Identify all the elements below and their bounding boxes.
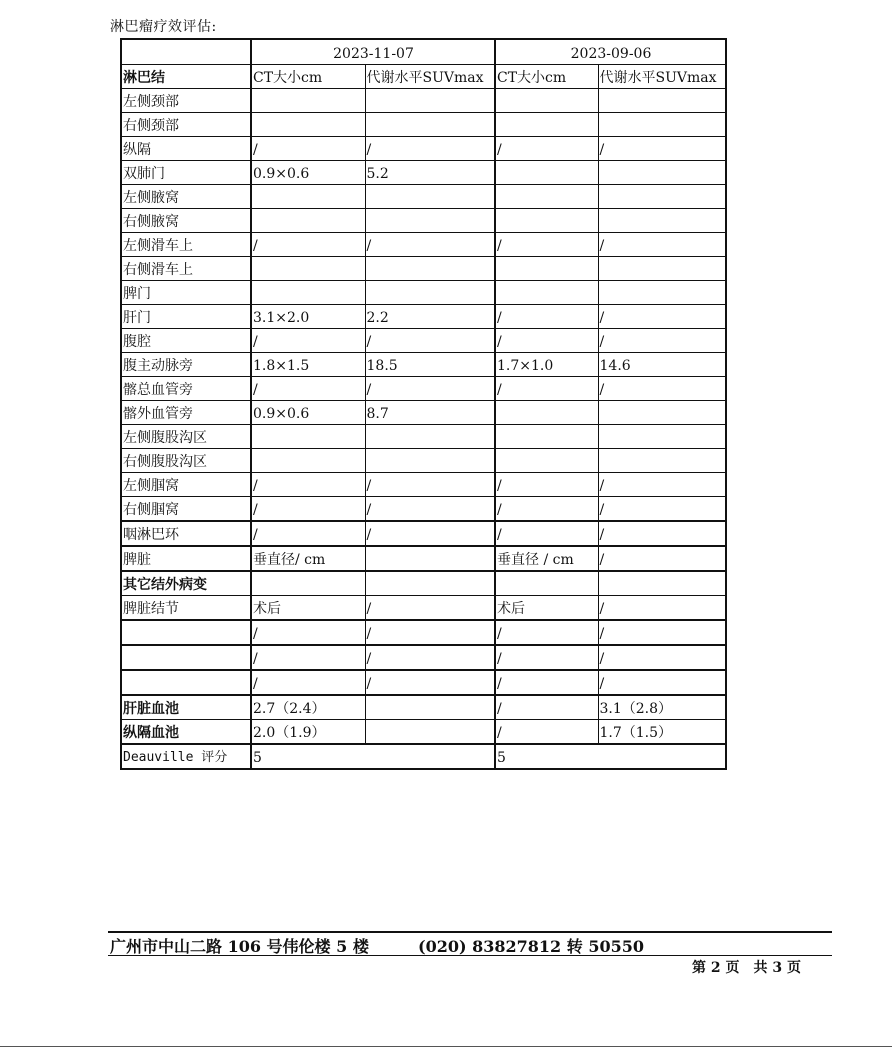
suv-cell: /: [598, 596, 726, 621]
ct-size-cell: 0.9×0.6: [251, 161, 365, 185]
ct-size-cell: /: [251, 620, 365, 645]
lymph-node-row: [121, 209, 726, 233]
suv-cell: /: [365, 473, 495, 497]
suv-cell: [365, 425, 495, 449]
page-current: 第 2 页: [692, 960, 740, 976]
footer-bottom-rule: [108, 955, 832, 956]
row-label: 纵隔血池: [121, 720, 251, 745]
suv-cell: [598, 257, 726, 281]
date-header-previous: 2023-09-06: [495, 39, 726, 65]
row-label: 左侧腘窝: [121, 473, 251, 497]
ct-size-cell: 0.9×0.6: [251, 401, 365, 425]
row-label: 咽淋巴环: [121, 521, 251, 546]
suv-cell: [365, 546, 495, 571]
suv-cell: /: [365, 596, 495, 621]
footer-address: 广州市中山二路 106 号伟伦楼 5 楼: [110, 937, 369, 956]
row-label: [121, 670, 251, 695]
suv-cell: /: [365, 329, 495, 353]
suv-header: 代谢水平SUVmax: [365, 65, 495, 89]
lymph-node-row: [121, 257, 726, 281]
suv-cell: /: [598, 670, 726, 695]
row-label: 左侧腹股沟区: [121, 425, 251, 449]
deauville-label: Deauville 评分: [121, 744, 251, 769]
suv-cell: 14.6: [598, 353, 726, 377]
extranodal-section-header: 其它结外病变: [121, 571, 251, 596]
ct-size-cell: /: [251, 497, 365, 522]
lymph-node-row: [121, 497, 726, 522]
row-label: 双肺门: [121, 161, 251, 185]
extranodal-row: [121, 620, 726, 645]
ct-size-header: CT大小cm: [495, 65, 598, 89]
suv-cell: /: [365, 645, 495, 670]
ct-size-cell: /: [251, 329, 365, 353]
ct-size-cell: /: [251, 473, 365, 497]
suv-header: 代谢水平SUVmax: [598, 65, 726, 89]
ct-size-cell: /: [495, 233, 598, 257]
suv-cell: [365, 89, 495, 113]
ct-size-cell: 2.0（1.9）: [251, 720, 365, 745]
suv-cell: [598, 401, 726, 425]
date-header-row: [121, 39, 726, 65]
row-label: 腹主动脉旁: [121, 353, 251, 377]
table-cell: [365, 571, 495, 596]
row-label: [121, 645, 251, 670]
suv-cell: /: [598, 521, 726, 546]
row-label: 脾门: [121, 281, 251, 305]
page-indicator: [692, 957, 815, 977]
suv-cell: [598, 281, 726, 305]
suv-cell: [598, 209, 726, 233]
ct-size-cell: [251, 281, 365, 305]
suv-cell: /: [598, 305, 726, 329]
lymph-node-rows: [121, 89, 726, 572]
suv-cell: 3.1（2.8）: [598, 695, 726, 720]
suv-cell: 8.7: [365, 401, 495, 425]
suv-cell: [365, 185, 495, 209]
suv-cell: /: [365, 137, 495, 161]
date-header-current: 2023-11-07: [251, 39, 495, 65]
ct-size-cell: 术后: [251, 596, 365, 621]
suv-cell: 1.7（1.5）: [598, 720, 726, 745]
ct-size-cell: /: [495, 137, 598, 161]
ct-size-cell: 2.7（2.4）: [251, 695, 365, 720]
table-cell: [598, 571, 726, 596]
row-label: 右侧滑车上: [121, 257, 251, 281]
suv-cell: 2.2: [365, 305, 495, 329]
ct-size-cell: 1.8×1.5: [251, 353, 365, 377]
lymph-node-row: [121, 305, 726, 329]
ct-size-cell: /: [495, 329, 598, 353]
suv-cell: [365, 695, 495, 720]
ct-size-cell: [251, 257, 365, 281]
ct-size-cell: [495, 449, 598, 473]
ct-size-cell: /: [495, 305, 598, 329]
suv-cell: /: [598, 233, 726, 257]
ct-size-cell: /: [251, 137, 365, 161]
row-label: 纵隔: [121, 137, 251, 161]
extranodal-row: [121, 596, 726, 621]
row-label: 腹腔: [121, 329, 251, 353]
ct-size-cell: /: [495, 473, 598, 497]
suv-cell: [598, 449, 726, 473]
row-label: 髂总血管旁: [121, 377, 251, 401]
row-label: 左侧颈部: [121, 89, 251, 113]
ct-size-cell: [251, 425, 365, 449]
lymph-node-row: [121, 521, 726, 546]
lymph-node-row: [121, 377, 726, 401]
ct-size-cell: /: [251, 521, 365, 546]
lymph-node-row: [121, 425, 726, 449]
row-label: 左侧滑车上: [121, 233, 251, 257]
lymph-node-row: [121, 185, 726, 209]
deauville-row: [121, 744, 726, 769]
suv-cell: /: [598, 497, 726, 522]
footer-phone: (020) 83827812 转 50550: [418, 937, 644, 956]
ct-size-cell: [495, 401, 598, 425]
blood-pool-row: [121, 695, 726, 720]
suv-cell: [598, 161, 726, 185]
suv-cell: /: [365, 521, 495, 546]
ct-size-cell: [495, 161, 598, 185]
column-header-row: [121, 65, 726, 89]
ct-size-cell: /: [251, 670, 365, 695]
ct-size-cell: /: [495, 670, 598, 695]
row-label: 髂外血管旁: [121, 401, 251, 425]
ct-size-cell: /: [251, 377, 365, 401]
page-bottom-rule: [0, 1046, 892, 1047]
row-label: 右侧腘窝: [121, 497, 251, 522]
blood-pool-rows: [121, 695, 726, 744]
suv-cell: /: [365, 233, 495, 257]
suv-cell: /: [365, 670, 495, 695]
lymph-node-row: [121, 449, 726, 473]
ct-size-cell: /: [495, 620, 598, 645]
suv-cell: [598, 425, 726, 449]
page-total: 共 3 页: [753, 960, 801, 976]
ct-size-cell: [251, 185, 365, 209]
lymph-node-row: [121, 89, 726, 113]
ct-size-cell: [251, 209, 365, 233]
lymph-node-row: [121, 281, 726, 305]
row-label: 肝脏血池: [121, 695, 251, 720]
ct-size-cell: 垂直径 / cm: [495, 546, 598, 571]
lymph-node-row: [121, 137, 726, 161]
deauville-score-current: 5: [251, 744, 495, 769]
ct-size-cell: [495, 425, 598, 449]
ct-size-cell: 垂直径/ cm: [251, 546, 365, 571]
row-label: 右侧颈部: [121, 113, 251, 137]
lymph-node-row: [121, 161, 726, 185]
suv-cell: /: [598, 620, 726, 645]
suv-cell: [365, 113, 495, 137]
row-label: 肝门: [121, 305, 251, 329]
ct-size-cell: [495, 89, 598, 113]
ct-size-cell: [251, 449, 365, 473]
suv-cell: 5.2: [365, 161, 495, 185]
ct-size-cell: /: [495, 497, 598, 522]
suv-cell: [365, 281, 495, 305]
lymph-node-row: [121, 546, 726, 571]
ct-size-cell: /: [495, 645, 598, 670]
lymph-node-row: [121, 353, 726, 377]
row-label: 右侧腋窝: [121, 209, 251, 233]
suv-cell: [365, 449, 495, 473]
row-label: 脾脏: [121, 546, 251, 571]
suv-cell: /: [598, 473, 726, 497]
extranodal-row: [121, 670, 726, 695]
suv-cell: [598, 89, 726, 113]
corner-cell: [121, 39, 251, 65]
row-label: [121, 620, 251, 645]
footer-top-rule: [108, 931, 832, 933]
extranodal-rows: [121, 596, 726, 696]
ct-size-cell: [251, 113, 365, 137]
lymph-node-section-header: 淋巴结: [121, 65, 251, 89]
suv-cell: [365, 257, 495, 281]
suv-cell: 18.5: [365, 353, 495, 377]
ct-size-cell: [495, 257, 598, 281]
extranodal-row: [121, 645, 726, 670]
report-section-title: 淋巴瘤疗效评估:: [110, 19, 217, 35]
suv-cell: /: [365, 377, 495, 401]
suv-cell: [365, 720, 495, 745]
ct-size-cell: /: [495, 377, 598, 401]
suv-cell: [598, 113, 726, 137]
lymph-node-row: [121, 329, 726, 353]
lymph-node-row: [121, 401, 726, 425]
ct-size-header: CT大小cm: [251, 65, 365, 89]
ct-size-cell: [495, 281, 598, 305]
ct-size-cell: /: [251, 645, 365, 670]
suv-cell: /: [598, 645, 726, 670]
row-label: 左侧腋窝: [121, 185, 251, 209]
table-cell: [495, 571, 598, 596]
suv-cell: /: [598, 137, 726, 161]
ct-size-cell: 3.1×2.0: [251, 305, 365, 329]
ct-size-cell: [495, 185, 598, 209]
lymph-node-row: [121, 473, 726, 497]
extranodal-header-row: [121, 571, 726, 596]
ct-size-cell: /: [495, 521, 598, 546]
ct-size-cell: 术后: [495, 596, 598, 621]
ct-size-cell: [251, 89, 365, 113]
row-label: 脾脏结节: [121, 596, 251, 621]
suv-cell: /: [365, 497, 495, 522]
lymph-node-row: [121, 113, 726, 137]
suv-cell: [365, 209, 495, 233]
ct-size-cell: /: [495, 695, 598, 720]
table-cell: [251, 571, 365, 596]
lymph-node-row: [121, 233, 726, 257]
suv-cell: [598, 185, 726, 209]
lymphoma-evaluation-table: [120, 38, 727, 770]
ct-size-cell: [495, 209, 598, 233]
row-label: 右侧腹股沟区: [121, 449, 251, 473]
suv-cell: /: [598, 377, 726, 401]
suv-cell: /: [365, 620, 495, 645]
ct-size-cell: [495, 113, 598, 137]
ct-size-cell: 1.7×1.0: [495, 353, 598, 377]
blood-pool-row: [121, 720, 726, 745]
ct-size-cell: /: [495, 720, 598, 745]
deauville-score-previous: 5: [495, 744, 726, 769]
suv-cell: /: [598, 329, 726, 353]
suv-cell: /: [598, 546, 726, 571]
ct-size-cell: /: [251, 233, 365, 257]
